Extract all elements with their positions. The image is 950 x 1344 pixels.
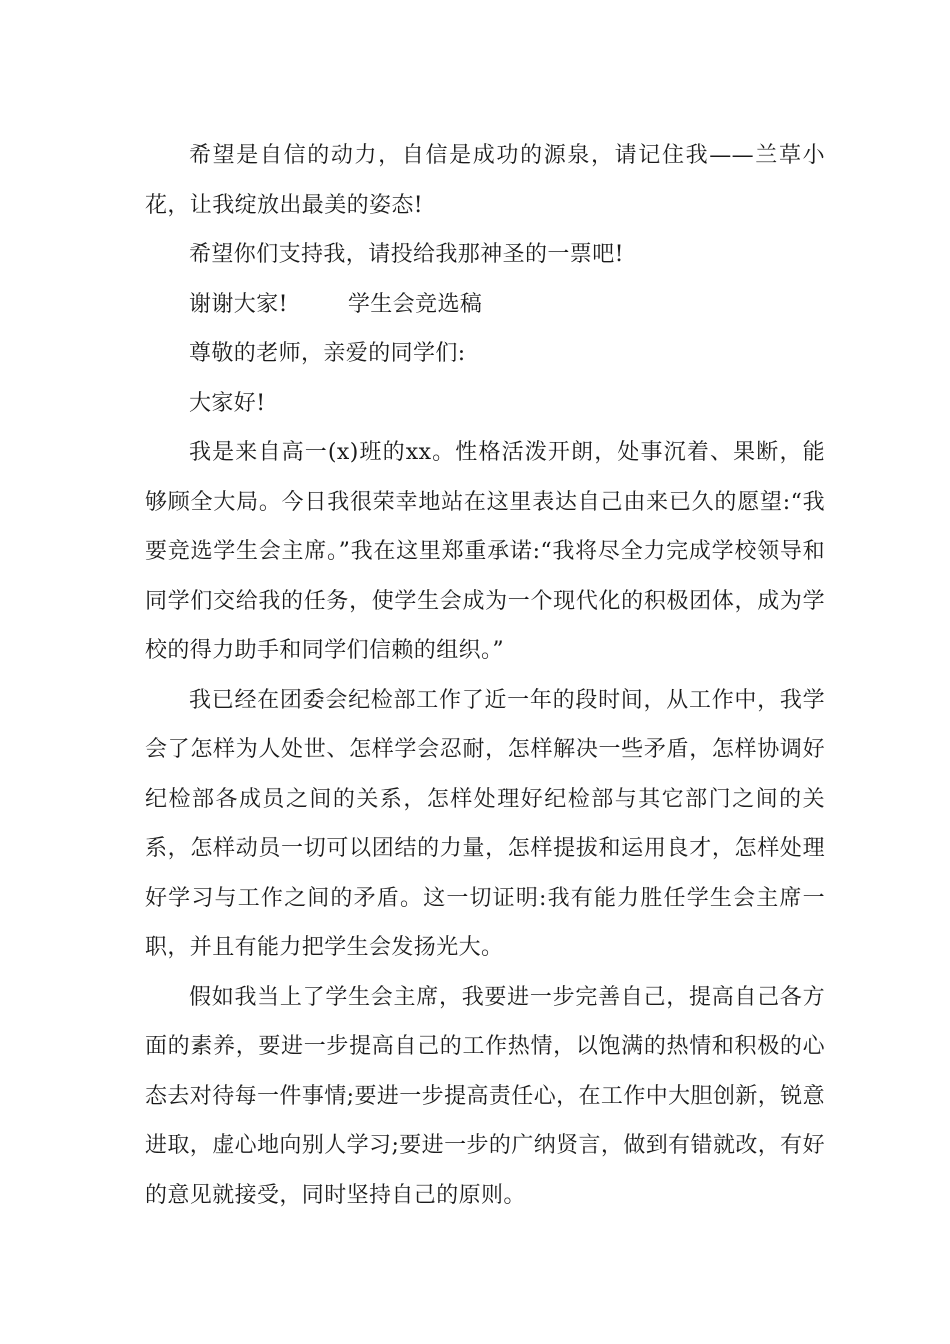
paragraph-greeting: 大家好! <box>189 390 266 416</box>
document-body <box>145 131 825 1220</box>
thanks-text: 谢谢大家! <box>189 291 288 317</box>
paragraph-plans: 假如我当上了学生会主席，我要进一步完善自己，提高自己各方面的素养，要进一步提高自己的工作热情，以饱满的热情和积极的心态去对待每一件事情;要进一步提高责任心，在工作中大胆创新，锐意进取，虚心地向别人学习;要进一步的广纳贤言，做到有错就改，有好的意见就接受，同时坚持自己的原则。 <box>145 984 825 1208</box>
paragraph-experience: 我已经在团委会纪检部工作了近一年的段时间，从工作中，我学会了怎样为人处世、怎样学会忍耐，怎样解决一些矛盾，怎样协调好纪检部各成员之间的关系，怎样处理好纪检部与其它部门之间的关系，怎样动员一切可以团结的力量，怎样提拔和运用良才，怎样处理好学习与工作之间的矛盾。这一切证明:我有能力胜任学生会主席一职，并且有能力把学生会发扬光大。 <box>145 687 825 960</box>
paragraph-vote-request: 希望你们支持我，请投给我那神圣的一票吧! <box>189 242 624 267</box>
paragraph-salutation: 尊敬的老师，亲爱的同学们: <box>189 341 466 366</box>
paragraph-introduction: 我是来自高一(x)班的xx。性格活泼开朗，处事沉着、果断，能够顾全大局。今日我很荣幸地站在这里表达自己由来已久的愿望:“我要竞选学生会主席。”我在这里郑重承诺:“我将尽全力完成学校领导和同学们交给我的任务，使学生会成为一个现代化的积极团体，成为学校的得力助手和同学们信赖的组织。” <box>145 440 825 663</box>
paragraph-thanks-and-title <box>145 280 825 330</box>
speech-title: 学生会竞选稿 <box>347 291 483 317</box>
paragraph-hope: 希望是自信的动力，自信是成功的源泉，请记住我——兰草小花，让我绽放出最美的姿态! <box>145 143 825 218</box>
